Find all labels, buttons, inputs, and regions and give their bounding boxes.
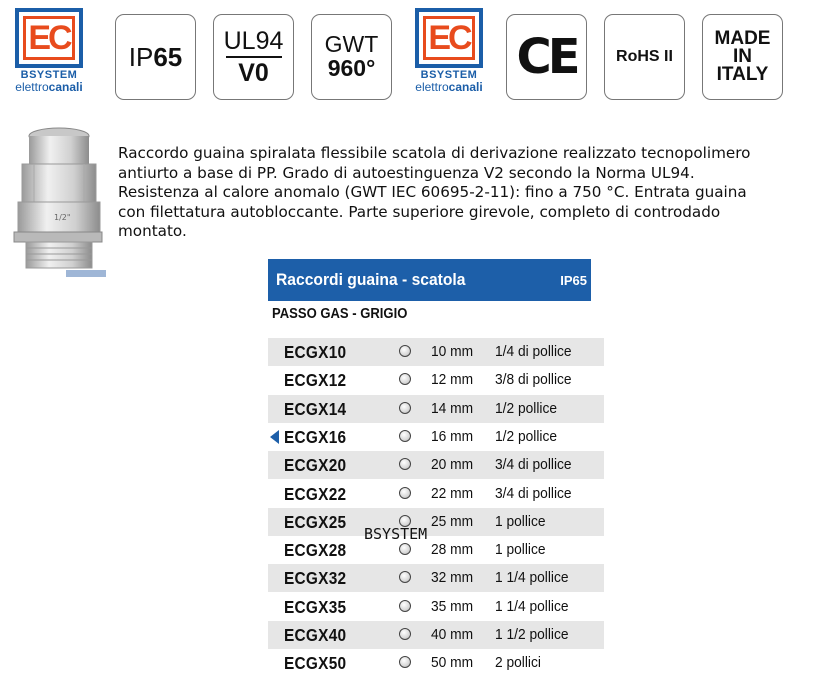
product-photo bbox=[4, 124, 108, 278]
radio-circle-icon[interactable] bbox=[399, 345, 411, 357]
svg-text:1/2": 1/2" bbox=[54, 213, 71, 222]
diameter-mm: 10 mm bbox=[431, 344, 474, 360]
table-row[interactable] bbox=[268, 451, 604, 479]
diameter-mm: 14 mm bbox=[431, 400, 474, 417]
table-row[interactable] bbox=[268, 593, 604, 621]
table-row[interactable] bbox=[268, 508, 604, 536]
watermark-text: BSYSTEM bbox=[364, 525, 428, 543]
thread-size: 1/4 di pollice bbox=[495, 344, 572, 360]
thread-size: 1 1/4 pollice bbox=[495, 598, 569, 615]
radio-circle-icon[interactable] bbox=[399, 487, 411, 499]
radio-circle-icon[interactable] bbox=[399, 543, 411, 555]
radio-circle-icon[interactable] bbox=[399, 628, 411, 640]
diameter-mm: 25 mm bbox=[431, 513, 474, 530]
product-code: ECGX35 bbox=[284, 596, 347, 617]
radio-circle-icon[interactable] bbox=[399, 656, 411, 668]
ec-logo-frame-2 bbox=[415, 8, 483, 68]
gwt-badge bbox=[311, 14, 392, 100]
diameter-mm: 12 mm bbox=[431, 372, 474, 389]
table-header bbox=[268, 259, 591, 301]
rohs-badge: RoHS II bbox=[604, 14, 685, 100]
ec-logo-letters: EC bbox=[23, 16, 75, 60]
ec-logo-frame bbox=[15, 8, 83, 68]
made-in-italy-badge: MADE IN ITALY bbox=[702, 14, 783, 100]
logo-brand-2: BSYSTEM bbox=[420, 69, 478, 81]
table-row[interactable] bbox=[268, 564, 604, 592]
ul94-label: UL94 bbox=[223, 26, 284, 55]
thread-size: 1 pollice bbox=[495, 513, 546, 530]
thread-size: 1/2 pollice bbox=[495, 400, 558, 417]
table-ip-label: IP65 bbox=[560, 272, 587, 288]
diameter-mm: 28 mm bbox=[431, 542, 474, 559]
diameter-mm: 22 mm bbox=[431, 485, 474, 502]
radio-circle-icon[interactable] bbox=[399, 571, 411, 583]
diameter-mm: 35 mm bbox=[431, 598, 474, 615]
diameter-mm: 20 mm bbox=[431, 457, 474, 474]
radio-circle-icon[interactable] bbox=[399, 402, 411, 414]
product-code: ECGX40 bbox=[284, 625, 347, 645]
selected-arrow-icon bbox=[270, 430, 279, 444]
diameter-mm: 50 mm bbox=[431, 655, 474, 672]
ul94-badge bbox=[213, 14, 294, 100]
thread-size: 1/2 pollice bbox=[495, 428, 558, 445]
table-row[interactable] bbox=[268, 480, 604, 508]
thread-size: 3/8 di pollice bbox=[495, 372, 572, 389]
certification-badges bbox=[0, 0, 823, 110]
table-row[interactable] bbox=[268, 395, 604, 423]
logo-subtitle: elettrocanali bbox=[15, 80, 83, 94]
table-row[interactable] bbox=[268, 366, 604, 394]
radio-circle-icon[interactable] bbox=[399, 430, 411, 442]
ce-badge bbox=[506, 14, 587, 100]
logo-brand: BSYSTEM bbox=[20, 69, 78, 81]
thread-size: 3/4 di pollice bbox=[495, 457, 572, 474]
thread-size: 1 1/2 pollice bbox=[495, 627, 569, 643]
thread-size: 1 1/4 pollice bbox=[495, 570, 569, 587]
product-code: ECGX10 bbox=[284, 342, 347, 362]
product-code: ECGX50 bbox=[284, 653, 347, 674]
table-row[interactable] bbox=[268, 536, 604, 564]
table-subtitle: PASSO GAS - GRIGIO bbox=[272, 306, 408, 322]
product-code: ECGX22 bbox=[284, 483, 347, 504]
ec-logo-letters-2: EC bbox=[423, 16, 475, 60]
table-row[interactable] bbox=[268, 621, 604, 649]
gwt-temp-label: 960° bbox=[327, 54, 376, 81]
product-code: ECGX25 bbox=[284, 511, 347, 532]
ec-bsystem-logo bbox=[4, 8, 94, 98]
product-code: ECGX14 bbox=[284, 398, 347, 419]
diameter-mm: 32 mm bbox=[431, 570, 474, 587]
ip65-badge: IP65 bbox=[115, 14, 196, 100]
diameter-mm: 16 mm bbox=[431, 428, 474, 445]
table-row[interactable] bbox=[268, 423, 604, 451]
product-code: ECGX20 bbox=[284, 455, 347, 476]
product-code: ECGX12 bbox=[284, 370, 347, 391]
v0-label: V0 bbox=[238, 58, 269, 87]
product-code: ECGX16 bbox=[284, 426, 347, 447]
table-row[interactable] bbox=[268, 338, 604, 366]
ce-mark-icon: CE bbox=[516, 29, 577, 85]
table-title: Raccordi guaina - scatola bbox=[276, 270, 466, 289]
diameter-mm: 40 mm bbox=[431, 627, 474, 643]
product-code: ECGX28 bbox=[284, 540, 347, 561]
radio-circle-icon[interactable] bbox=[399, 373, 411, 385]
ec-bsystem-logo-2 bbox=[404, 8, 494, 98]
radio-circle-icon[interactable] bbox=[399, 458, 411, 470]
table-row[interactable] bbox=[268, 649, 604, 677]
radio-circle-icon[interactable] bbox=[399, 600, 411, 612]
product-code: ECGX32 bbox=[284, 568, 347, 589]
gwt-label: GWT bbox=[324, 30, 379, 57]
product-description: Raccordo guaina spiralata flessibile scatola di derivazione realizzato tecnopolimero antiurto a base di PP. Grado di autoestinguenza V2 secondo la Norma UL94. Resistenza al calore anomalo (GWT IEC 60695-2-11): fino a 750 °C. Entrata guaina con filettatura autobloccante. Parte superiore girevole, completo di controdado montato. bbox=[118, 144, 751, 241]
thread-size: 1 pollice bbox=[495, 542, 546, 559]
thread-size: 3/4 di pollice bbox=[495, 485, 572, 502]
thread-size: 2 pollici bbox=[495, 655, 541, 672]
logo-subtitle-2: elettrocanali bbox=[415, 80, 483, 94]
